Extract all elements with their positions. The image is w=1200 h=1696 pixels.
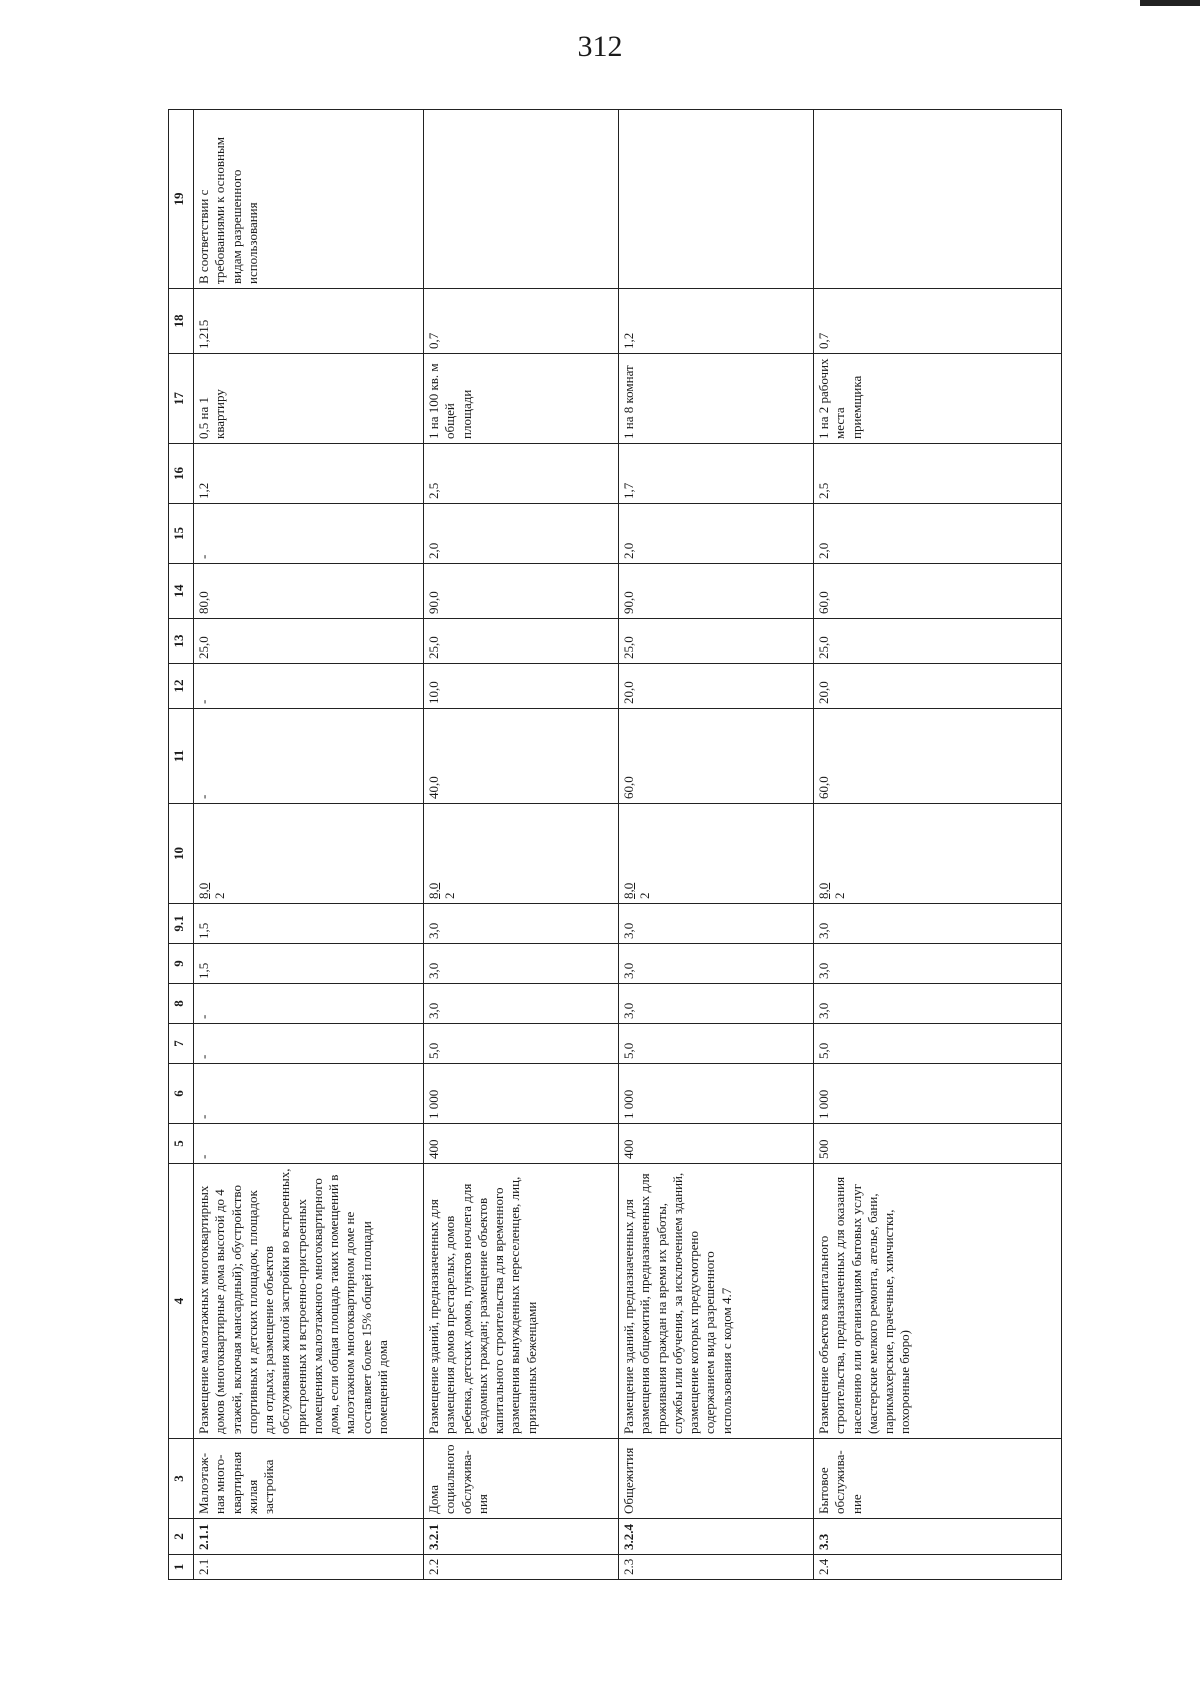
cell-value: - (194, 709, 424, 804)
cell-code: 2.1.1 (194, 1519, 424, 1555)
col-header: 14 (169, 564, 194, 619)
page-number: 312 (577, 30, 623, 63)
fraction-numerator: 8,0 (621, 882, 636, 899)
table-row (424, 110, 619, 1580)
cell-code: 3.2.1 (424, 1519, 619, 1555)
cell-value: 3,0 (619, 944, 814, 984)
cell-description: Размещение малоэтажных многоквартирных домов (многоквартирные дома высотой до 4 этажей, включая мансардный); обустройство спортивных и детских площадок, площадок для отдыха; размещение объектов обслуживания жилой застройки во встроенных, пристроенных и встроенно-пристроенных помещениях малоэтажного многоквартирного дома, если общая площадь таких помещений в малоэтажном многоквартирном доме не составляет более 15% общей площади помещений дома (194, 1164, 424, 1439)
fraction-denominator: 2 (832, 892, 848, 899)
cell-value: 90,0 (424, 564, 619, 619)
cell-value: 1,2 (619, 289, 814, 354)
cell-value: 25,0 (424, 619, 619, 664)
cell-use-name: Бытовое обслужива-ние (814, 1439, 1062, 1519)
col-header: 7 (169, 1024, 194, 1064)
col-header: 9.1 (169, 904, 194, 944)
cell-fraction (619, 804, 814, 904)
cell-value: 1 000 (424, 1064, 619, 1124)
col-header: 15 (169, 504, 194, 564)
cell-use-name: Общежития (619, 1439, 814, 1519)
cell-value: 1 на 2 рабочих места приемщика (814, 354, 1062, 444)
cell-value: - (194, 984, 424, 1024)
cell-value: 60,0 (814, 564, 1062, 619)
rotated-table-container (168, 110, 1058, 1580)
col-header: 6 (169, 1064, 194, 1124)
cell-value: 1 000 (619, 1064, 814, 1124)
cell-value: 20,0 (814, 664, 1062, 709)
cell-value: 0,7 (814, 289, 1062, 354)
col-header: 16 (169, 444, 194, 504)
cell-value: - (194, 1024, 424, 1064)
cell-code: 3.2.4 (619, 1519, 814, 1555)
cell-note (814, 110, 1062, 289)
col-header: 9 (169, 944, 194, 984)
cell-value: 25,0 (619, 619, 814, 664)
cell-value: 90,0 (619, 564, 814, 619)
cell-value: 2,5 (424, 444, 619, 504)
cell-value: 1,7 (619, 444, 814, 504)
cell-value: 10,0 (424, 664, 619, 709)
cell-value: 60,0 (814, 709, 1062, 804)
cell-value: 3,0 (814, 984, 1062, 1024)
col-header: 13 (169, 619, 194, 664)
fraction-numerator: 8,0 (816, 882, 831, 899)
cell-value: 5,0 (424, 1024, 619, 1064)
cell-description: Размещение зданий, предназначенных для размещения домов престарелых, домов ребенка, детских домов, пунктов ночлега для бездомных граждан; размещение объектов капитального строительства для временного размещения вынужденных переселенцев, лиц, признанных беженцами (424, 1164, 619, 1439)
col-header: 3 (169, 1439, 194, 1519)
cell-value: - (194, 1064, 424, 1124)
cell-value: 3,0 (424, 984, 619, 1024)
cell-fraction (424, 804, 619, 904)
cell-fraction (814, 804, 1062, 904)
cell-value: 60,0 (619, 709, 814, 804)
fraction-numerator: 8,0 (426, 882, 441, 899)
fraction-denominator: 2 (212, 892, 228, 899)
cell-value: 400 (424, 1124, 619, 1164)
cell-value: 500 (814, 1124, 1062, 1164)
header-row (169, 110, 194, 1580)
cell-value: 5,0 (619, 1024, 814, 1064)
fraction-numerator: 8,0 (196, 882, 211, 899)
cell-code: 3.3 (814, 1519, 1062, 1555)
col-header: 10 (169, 804, 194, 904)
cell-value: 1 на 8 комнат (619, 354, 814, 444)
cell-value: 2,0 (814, 504, 1062, 564)
col-header: 19 (169, 110, 194, 289)
col-header: 1 (169, 1555, 194, 1580)
col-header: 4 (169, 1164, 194, 1439)
cell-value: 0,7 (424, 289, 619, 354)
cell-value: 80,0 (194, 564, 424, 619)
col-header: 17 (169, 354, 194, 444)
col-header: 11 (169, 709, 194, 804)
cell-number: 2.2 (424, 1555, 619, 1580)
fraction-denominator: 2 (442, 892, 458, 899)
cell-description: Размещение объектов капитального строительства, предназначенных для оказания населению или организациям бытовых услуг (мастерские мелкого ремонта, ателье, бани, парикмахерские, прачечные, химчистки, похоронные бюро) (814, 1164, 1062, 1439)
cell-value: 2,0 (619, 504, 814, 564)
zoning-table (168, 109, 1062, 1580)
cell-value: 400 (619, 1124, 814, 1164)
cell-fraction (194, 804, 424, 904)
cell-value: - (194, 664, 424, 709)
col-header: 18 (169, 289, 194, 354)
cell-value: - (194, 1124, 424, 1164)
cell-value: 1,5 (194, 904, 424, 944)
cell-note (619, 110, 814, 289)
cell-value: 3,0 (619, 904, 814, 944)
table-row (194, 110, 424, 1580)
cell-value: 1,215 (194, 289, 424, 354)
col-header: 2 (169, 1519, 194, 1555)
corner-mark (1140, 0, 1200, 6)
table-row (814, 110, 1062, 1580)
col-header: 12 (169, 664, 194, 709)
cell-value: 40,0 (424, 709, 619, 804)
cell-value: 0,5 на 1 квартиру (194, 354, 424, 444)
cell-value: 3,0 (424, 904, 619, 944)
cell-note: В соответствии с требованиями к основным видам разрешенного использования (194, 110, 424, 289)
cell-value: - (194, 504, 424, 564)
cell-value: 1 000 (814, 1064, 1062, 1124)
cell-note (424, 110, 619, 289)
cell-value: 1 на 100 кв. м общей площади (424, 354, 619, 444)
cell-number: 2.1 (194, 1555, 424, 1580)
cell-value: 25,0 (194, 619, 424, 664)
cell-value: 3,0 (424, 944, 619, 984)
cell-value: 1,5 (194, 944, 424, 984)
cell-number: 2.4 (814, 1555, 1062, 1580)
cell-value: 2,0 (424, 504, 619, 564)
col-header: 8 (169, 984, 194, 1024)
cell-value: 20,0 (619, 664, 814, 709)
cell-value: 1,2 (194, 444, 424, 504)
cell-value: 25,0 (814, 619, 1062, 664)
cell-use-name: Дома социального обслужива-ния (424, 1439, 619, 1519)
cell-value: 2,5 (814, 444, 1062, 504)
cell-value: 5,0 (814, 1024, 1062, 1064)
cell-value: 3,0 (619, 984, 814, 1024)
cell-value: 3,0 (814, 904, 1062, 944)
cell-value: 3,0 (814, 944, 1062, 984)
cell-description: Размещение зданий, предназначенных для размещения общежитий, предназначенных для проживания граждан на время их работы, службы или обучения, за исключением зданий, размещение которых предусмотрено содержанием вида разрешенного использования с кодом 4.7 (619, 1164, 814, 1439)
cell-use-name: Малоэтаж-ная много-квартирная жилая застройка (194, 1439, 424, 1519)
cell-number: 2.3 (619, 1555, 814, 1580)
col-header: 5 (169, 1124, 194, 1164)
table-row (619, 110, 814, 1580)
fraction-denominator: 2 (637, 892, 653, 899)
